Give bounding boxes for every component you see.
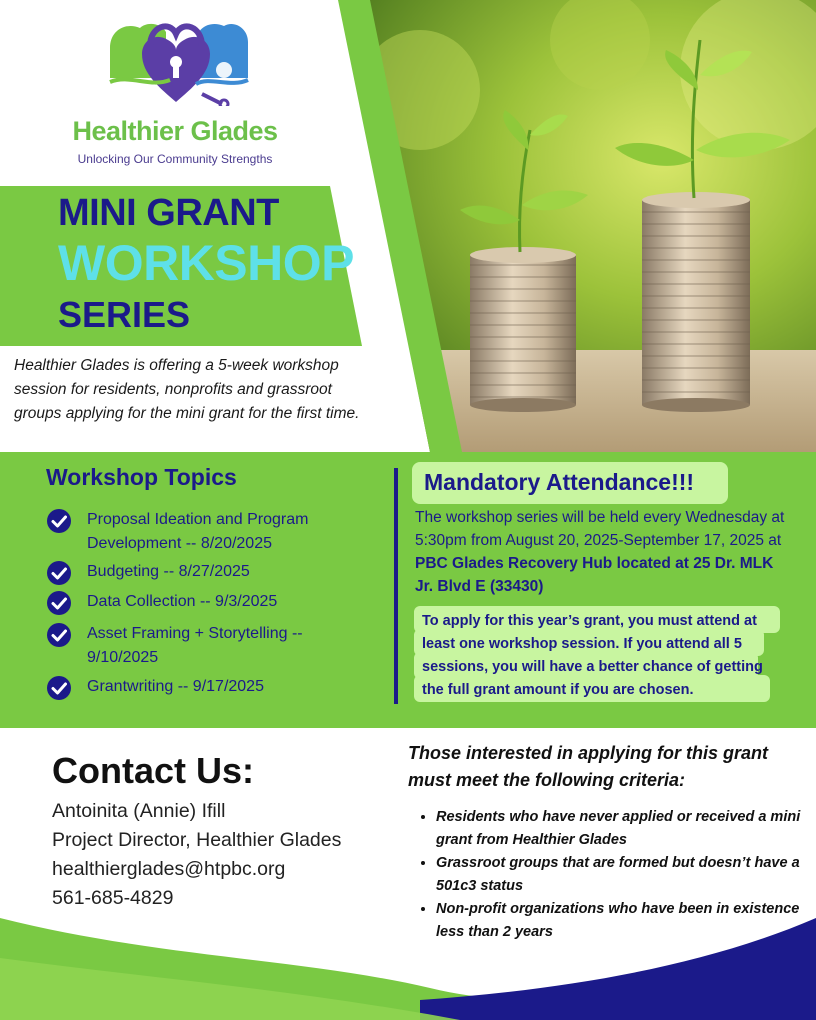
brand-name: Healthier Glades (72, 116, 278, 146)
contact-role: Project Director, Healthier Glades (52, 829, 342, 851)
contact-name: Antoinita (Annie) Ifill (52, 800, 226, 822)
criteria-list (418, 806, 816, 944)
criteria-heading: Those interested in applying for this grant must meet the following criteria: (408, 743, 769, 790)
contact-heading: Contact Us: (52, 750, 255, 791)
contact-phone[interactable]: 561-685-4829 (52, 887, 174, 909)
check-circle-icon (46, 508, 72, 534)
apply-note: To apply for this year’s grant, you must attend at least one workshop session. If you attend all 5 sessions, you will have a better chance of getting the full grant amount if you are chosen. (422, 613, 763, 698)
check-circle-icon (46, 622, 72, 648)
topic-text: Grantwriting -- 9/17/2025 (87, 678, 264, 695)
criteria-item: • Non-profit organizations who have been in existence less than 2 years (436, 898, 816, 944)
schedule-text (415, 506, 785, 598)
check-circle-icon (46, 675, 72, 701)
check-circle-icon (46, 560, 72, 586)
section-divider (394, 468, 398, 704)
topic-text: Data Collection -- 9/3/2025 (87, 593, 278, 610)
title-series: SERIES (58, 294, 191, 335)
topic-text: Asset Framing + Storytelling -- 9/10/2025 (87, 625, 303, 666)
criteria-item: • Residents who have never applied or received a mini grant from Healthier Glades (436, 806, 816, 852)
intro-paragraph: Healthier Glades is offering a 5-week workshop session for residents, nonprofits and grassroot groups applying for the mini grant for the first time. (14, 357, 360, 422)
check-circle-icon (46, 590, 72, 616)
topic-text: Budgeting -- 8/27/2025 (87, 563, 250, 580)
brand-tagline: Unlocking Our Community Strengths (77, 152, 273, 166)
schedule-prefix: The workshop series will be held every Wednesday at 5:30pm from August 20, 2025-September 17, 2025 at (415, 509, 785, 549)
contact-email[interactable]: healthierglades@htpbc.org (52, 858, 286, 880)
title-mini-grant: MINI GRANT (58, 192, 279, 234)
topic-text: Proposal Ideation and Program Development -- 8/20/2025 (87, 511, 309, 552)
criteria-item: • Grassroot groups that are formed but doesn’t have a 501c3 status (436, 852, 816, 898)
schedule-location: PBC Glades Recovery Hub located at 25 Dr. MLK Jr. Blvd E (33430) (415, 555, 774, 595)
healthier-glades-logo (100, 18, 252, 106)
mandatory-attendance-heading: Mandatory Attendance!!! (424, 469, 695, 495)
title-workshop: WORKSHOP (58, 235, 354, 291)
workshop-topics-heading: Workshop Topics (46, 464, 237, 490)
